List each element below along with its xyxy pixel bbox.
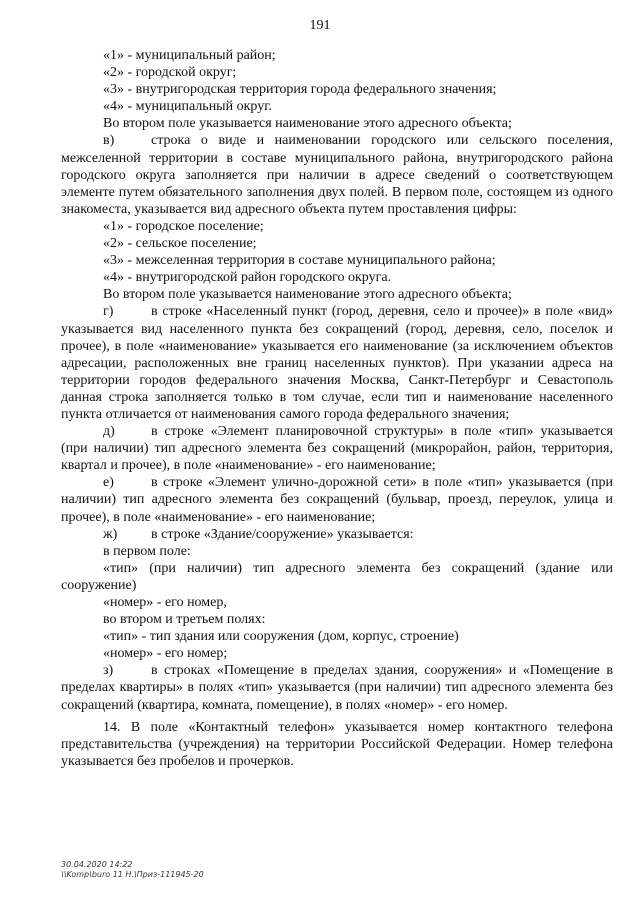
clause-paragraph	[61, 303, 613, 423]
text-paragraph	[61, 218, 613, 235]
text-paragraph	[61, 269, 613, 286]
clause-letter: в)	[103, 133, 115, 149]
paragraph-text: в строке «Населенный пункт (город, деревня, село и прочее)» в поле «вид» указывается вид населенного пункта без сокращений (город, деревня, село, поселок и прочее), в поле «наименование» указывается его наименование (за исключением объектов адресации, расположенных вне границ населенных пунктов). При указании адреса на территории городов федерального значения Москва, Санкт-Петербург и Севастополь данная строка заполняется только в том случае, если тип и наименование населенного пункта отличается от наименования самого города федерального значения;	[61, 304, 613, 422]
paragraph-text: строка о виде и наименовании городского или сельского поселения, межселенной территории в составе муниципального района, внутригородского района городского округа заполняется при наличии в адресе сведений о соответствующем элементе путем обязательного заполнения двух полей. В первом поле, состоящем из одного знакоместа, указывается вид адресного объекта путем проставления цифры:	[61, 133, 613, 217]
paragraph-text: «номер» - его номер,	[103, 595, 227, 610]
clause-letter: г)	[103, 304, 114, 320]
paragraph-text: Во втором поле указывается наименование этого адресного объекта;	[103, 287, 512, 303]
footer-filepath: \\Komp\buro 11 Н.\Приз-111945-20	[61, 870, 204, 879]
text-paragraph	[61, 115, 613, 132]
page-number: 191	[309, 18, 331, 33]
text-paragraph	[61, 543, 613, 560]
paragraph-text: «тип» - тип здания или сооружения (дом, корпус, строение)	[103, 629, 459, 645]
paragraph-text: «2» - городской округ;	[103, 65, 237, 81]
paragraph-text: в строках «Помещение в пределах здания, сооружения» и «Помещение в пределах квартиры» в полях «тип» указывается (при наличии) тип адресного элемента без сокращений (квартира, комната, помещение), в полях «номер» - его номер.	[61, 663, 613, 713]
text-paragraph	[61, 235, 613, 252]
paragraph-text: во втором и третьем полях:	[103, 612, 266, 628]
paragraph-text: «3» - внутригородская территория города федерального значения;	[103, 82, 497, 98]
footer-timestamp: 30.04.2020 14:22	[61, 860, 133, 869]
text-paragraph	[61, 47, 613, 64]
clause-letter: з)	[103, 663, 114, 679]
paragraph-text: «3» - межселенная территория в составе муниципального района;	[103, 253, 496, 269]
text-paragraph	[61, 560, 613, 594]
paragraph-text: «1» - муниципальный район;	[103, 48, 276, 63]
clause-paragraph	[61, 132, 613, 217]
footer-stamp	[61, 860, 204, 880]
text-paragraph	[61, 628, 613, 645]
text-paragraph	[61, 719, 613, 770]
clause-paragraph	[61, 423, 613, 474]
paragraph-text: в строке «Элемент планировочной структуры» в поле «тип» указывается (при наличии) тип адресного элемента без сокращений (микрорайон, район, территория, квартал и прочее), в поле «наименование» - его наименование;	[61, 424, 613, 474]
document-body	[61, 47, 613, 770]
paragraph-text: Во втором поле указывается наименование этого адресного объекта;	[103, 116, 512, 132]
paragraph-text: в строке «Элемент улично-дорожной сети» в поле «тип» указывается (при наличии) тип адресного элемента без сокращений (бульвар, проезд, переулок, улица и прочее), в поле «наименование» - его наименование;	[61, 475, 613, 525]
paragraph-text: «номер» - его номер;	[103, 646, 228, 662]
clause-letter: е)	[103, 475, 114, 491]
text-paragraph	[61, 252, 613, 269]
paragraph-text: «4» - муниципальный округ.	[103, 99, 272, 115]
paragraph-text: «2» - сельское поселение;	[103, 236, 257, 252]
paragraph-text: «1» - городское поселение;	[103, 218, 264, 234]
paragraph-text: «тип» (при наличии) тип адресного элемента без сокращений (здание или сооружение)	[61, 560, 613, 593]
clause-paragraph	[61, 662, 613, 713]
paragraph-text: в строке «Здание/сооружение» указывается:	[151, 526, 414, 542]
clause-paragraph	[61, 474, 613, 525]
text-paragraph	[61, 64, 613, 81]
paragraph-text: 14. В поле «Контактный телефон» указывается номер контактного телефона представительства (учреждения) на территории Российской Федерации. Номер телефона указывается без пробелов и прочерков.	[61, 719, 613, 769]
clause-letter: д)	[103, 424, 115, 440]
clause-letter: ж)	[103, 526, 118, 542]
clause-paragraph	[61, 526, 613, 543]
text-paragraph	[61, 645, 613, 662]
paragraph-text: в первом поле:	[103, 543, 191, 559]
text-paragraph	[61, 286, 613, 303]
text-paragraph	[61, 594, 613, 611]
text-paragraph	[61, 611, 613, 628]
text-paragraph	[61, 81, 613, 98]
text-paragraph	[61, 98, 613, 115]
paragraph-text: «4» - внутригородской район городского округа.	[103, 270, 392, 286]
